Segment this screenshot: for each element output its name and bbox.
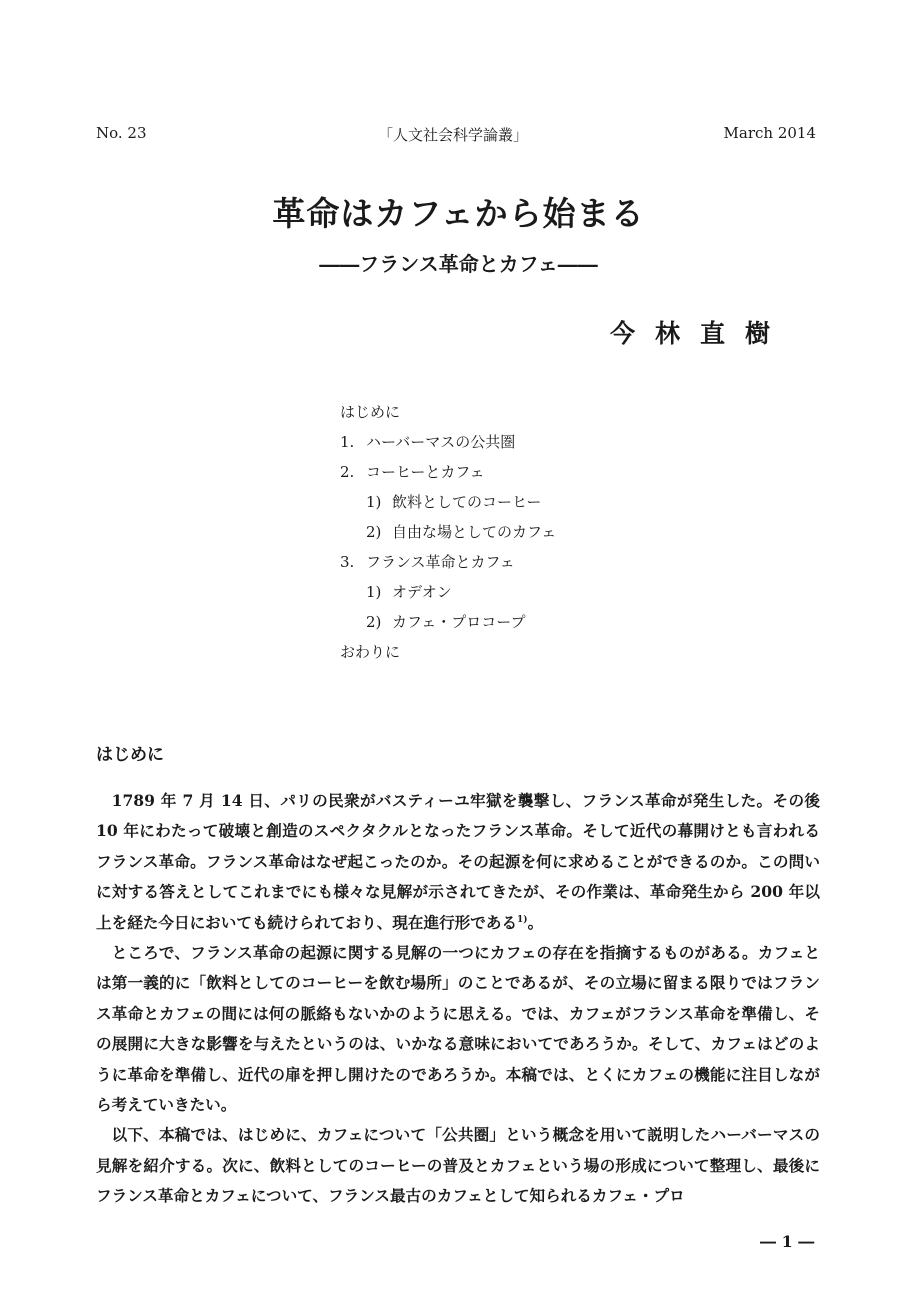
paragraph: ところで、フランス革命の起源に関する見解の一つにカフェの存在を指摘するものがある。カフェとは第一義的に「飲料としてのコーヒーを飲む場所」のことであるが、その立場に留まる限りではフランス革命とカフェの間には何の脈絡もないかのように思える。では、カフェがフランス革命を準備し、その展開に大きな影響を与えたというのは、いかなる意味においてであろうか。そして、カフェはどのように革命を準備し、近代の扉を押し開けたのであろうか。本稿では、とくにカフェの機能に注目しながら考えていきたい。 <box>96 943 820 1115</box>
toc-label: はじめに <box>340 403 401 421</box>
toc-label: おわりに <box>340 643 401 661</box>
paragraph-end: 。 <box>527 912 544 932</box>
paragraph <box>96 786 820 938</box>
toc-label: カフェ・プロコープ <box>392 613 526 631</box>
issue-number: No. 23 <box>96 124 147 142</box>
paper-subtitle: ――フランス革命とカフェ―― <box>319 252 598 276</box>
toc-subitem <box>340 611 556 641</box>
toc-subitem <box>340 521 556 551</box>
toc-number: 1. <box>340 433 355 451</box>
toc-item <box>340 401 556 431</box>
toc-number: 2) <box>366 613 382 631</box>
body-text <box>96 786 820 1212</box>
journal-name: 「人文社会科学論叢」 <box>378 126 529 144</box>
running-header <box>96 124 816 146</box>
toc-number: 2) <box>366 523 382 541</box>
toc-subitem <box>340 581 556 611</box>
toc-label: 自由な場としてのカフェ <box>392 523 557 541</box>
toc-label: コーヒーとカフェ <box>366 463 485 481</box>
table-of-contents <box>340 401 556 671</box>
section-heading: はじめに <box>96 745 164 765</box>
toc-number: 1) <box>366 583 382 601</box>
paper-title: 革命はカフェから始まる <box>272 194 645 233</box>
toc-subitem <box>340 491 556 521</box>
toc-label: ハーバーマスの公共圏 <box>366 433 516 451</box>
toc-label: フランス革命とカフェ <box>366 553 515 571</box>
toc-item <box>340 641 556 671</box>
issue-date: March 2014 <box>723 124 816 142</box>
toc-item <box>340 431 556 461</box>
toc-item <box>340 551 556 581</box>
toc-number: 1) <box>366 493 382 511</box>
toc-number: 3. <box>340 553 355 571</box>
paragraph-text: 1789 年 7 月 14 日、パリの民衆がバスティーユ牢獄を襲撃し、フランス革命が発生した。その後 10 年にわたって破壊と創造のスペクタクルとなったフランス革命。そして近代の幕開けとも言われるフランス革命。フランス革命はなぜ起こったのか。その起源を何に求めることができるのか。この問いに対する答えとしてこれまでにも様々な見解が示されてきたが、その作業は、革命発生から 200 年以上を経た今日においても続けられており、現在進行形である <box>96 791 820 932</box>
author-name: 今林直樹 <box>610 319 791 348</box>
toc-label: 飲料としてのコーヒー <box>392 493 542 511</box>
toc-label: オデオン <box>392 583 452 601</box>
page-number: ― 1 ― <box>760 1232 815 1251</box>
toc-item <box>340 461 556 491</box>
footnote-marker[interactable]: 1) <box>517 914 528 925</box>
paragraph: 以下、本稿では、はじめに、カフェについて「公共圏」という概念を用いて説明したハーバーマスの見解を紹介する。次に、飲料としてのコーヒーの普及とカフェという場の形成について整理し、最後にフランス革命とカフェについて、フランス最古のカフェとして知られるカフェ・プロ <box>96 1125 820 1206</box>
toc-number: 2. <box>340 463 355 481</box>
